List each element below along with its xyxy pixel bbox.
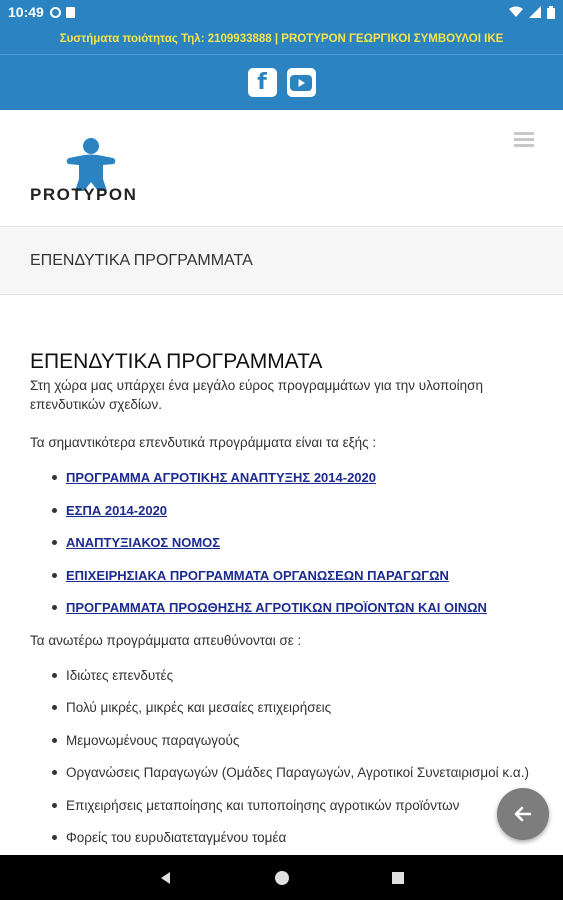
system-nav-bar (0, 855, 563, 900)
notification-icon (50, 7, 61, 18)
page-title-bar (0, 227, 563, 295)
arrow-left-icon (513, 804, 533, 824)
program-link[interactable]: ΠΡΟΓΡΑΜΜΑ ΑΓΡΟΤΙΚΗΣ ΑΝΑΠΤΥΞΗΣ 2014-2020 (66, 470, 377, 485)
site-header (0, 110, 563, 227)
program-list-item (30, 468, 540, 487)
intro-paragraph: Στη χώρα μας υπάρχει ένα μεγάλο εύρος προγραμμάτων για την υλοποίηση επενδυτικών σχεδίων. (30, 378, 483, 412)
top-info-text: Συστήματα ποιότητας Τηλ: 2109933888 | PROTYPON ΓΕΩΡΓΙΚΟΙ ΣΥΜΒΟΥΛΟΙ ΙΚΕ (59, 33, 504, 45)
program-list-item (30, 501, 540, 520)
program-list-item (30, 533, 540, 552)
page-title: ΕΠΕΝΔΥΤΙΚΑ ΠΡΟΓΡΑΜΜΑΤΑ (30, 251, 253, 269)
wifi-icon (509, 6, 523, 18)
hamburger-bar (514, 144, 534, 147)
audience-item: Οργανώσεις Παραγωγών (Ομάδες Παραγωγών, Αγροτικοί Συνεταιρισμοί κ.α.) (30, 763, 540, 782)
audience-item: Μεμονωμένους παραγωγούς (30, 731, 540, 750)
audience-lead: Τα ανωτέρω προγράμματα απευθύνονται σε : (30, 632, 302, 648)
protypon-logo-text: PROTYPON (30, 185, 138, 204)
nav-back-icon[interactable] (158, 870, 174, 886)
social-bar (0, 54, 563, 110)
back-fab-button[interactable] (497, 788, 549, 840)
hamburger-bar (514, 132, 534, 135)
top-info-bar (0, 24, 563, 54)
nav-recents-icon[interactable] (390, 870, 406, 886)
program-list-item (30, 598, 540, 617)
program-link[interactable]: ΑΝΑΠΤΥΞΙΑΚΟΣ ΝΟΜΟΣ (66, 535, 221, 550)
program-link[interactable]: ΕΠΙΧΕΙΡΗΣΙΑΚΑ ΠΡΟΓΡΑΜΜΑΤΑ ΟΡΓΑΝΩΣΕΩΝ ΠΑΡΑΓΩΓΩΝ (66, 567, 449, 583)
nav-home-icon[interactable] (274, 870, 290, 886)
signal-icon (529, 6, 541, 18)
hamburger-bar (514, 138, 534, 141)
content-heading: ΕΠΕΝΔΥΤΙΚΑ ΠΡΟΓΡΑΜΜΑΤΑ (30, 350, 323, 373)
program-link[interactable]: ΠΡΟΓΡΑΜΜΑΤΑ ΠΡΟΩΘΗΣΗΣ ΑΓΡΟΤΙΚΩΝ ΠΡΟΪΟΝΤΩΝ ΚΑΙ ΟΙΝΩΝ (66, 600, 487, 615)
audience-item: Πολύ μικρές, μικρές και μεσαίες επιχειρήσεις (30, 698, 540, 717)
menu-toggle-button[interactable] (514, 132, 534, 148)
audience-item: Ιδιώτες επενδυτές (30, 666, 540, 685)
status-bar (0, 0, 563, 24)
program-link[interactable]: ΕΣΠΑ 2014-2020 (66, 502, 168, 518)
sd-card-icon (66, 7, 75, 18)
audience-list (30, 666, 540, 848)
facebook-icon: f (257, 70, 267, 95)
facebook-button[interactable] (248, 68, 277, 97)
youtube-icon (290, 75, 312, 91)
audience-item: Φορείς του ευρυδιατεταγμένου τομέα (30, 828, 540, 847)
status-time: 10:49 (8, 4, 44, 20)
programs-lead: Τα σημαντικότερα επενδυτικά προγράμματα είναι τα εξής : (30, 435, 377, 450)
program-list (30, 468, 540, 617)
main-content (30, 350, 540, 861)
youtube-button[interactable] (287, 68, 316, 97)
audience-item: Επιχειρήσεις μεταποίησης και τυποποίησης αγροτικών προϊόντων (30, 796, 540, 815)
battery-icon (547, 6, 555, 19)
program-list-item (30, 566, 540, 585)
